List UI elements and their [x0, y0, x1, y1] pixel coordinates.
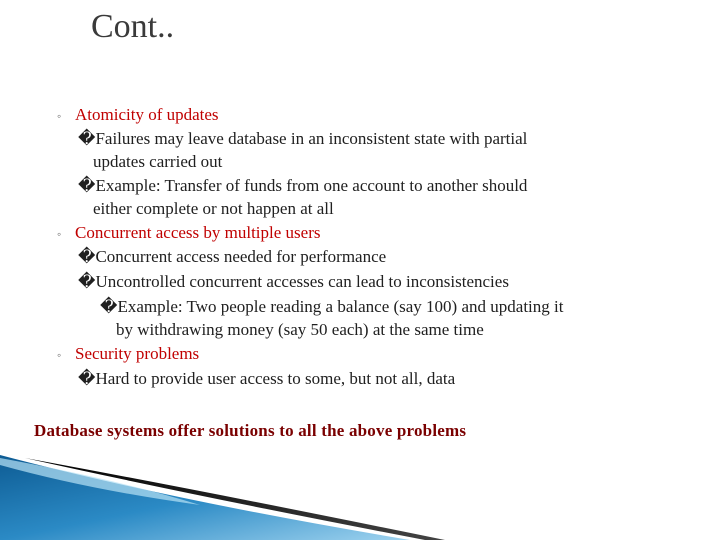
list-item-continuation: by withdrawing money (say 50 each) at the same time: [116, 320, 484, 339]
list-item: �Example: Transfer of funds from one account to another should: [78, 176, 528, 195]
bullet-icon: ◦: [57, 109, 62, 123]
footer-statement: Database systems offer solutions to all the above problems: [34, 421, 467, 440]
missing-glyph-icon: �: [78, 129, 96, 148]
missing-glyph-icon: �: [78, 272, 96, 291]
list-item: �Concurrent access needed for performance: [78, 247, 387, 266]
list-item: �Hard to provide user access to some, but not all, data: [78, 369, 456, 388]
list-item-continuation: either complete or not happen at all: [93, 199, 334, 218]
list-item-continuation: updates carried out: [93, 152, 223, 171]
missing-glyph-icon: �: [100, 297, 118, 316]
missing-glyph-icon: �: [78, 247, 96, 266]
list-item-nested: �Example: Two people reading a balance (say 100) and updating it: [100, 297, 564, 316]
missing-glyph-icon: �: [78, 176, 96, 195]
missing-glyph-icon: �: [78, 369, 96, 388]
heading-concurrent-access: Concurrent access by multiple users: [75, 223, 321, 242]
bullet-icon: ◦: [57, 348, 62, 362]
heading-security: Security problems: [75, 344, 200, 363]
bullet-icon: ◦: [57, 227, 62, 241]
list-item: �Uncontrolled concurrent accesses can lead to inconsistencies: [78, 272, 509, 291]
heading-atomicity: Atomicity of updates: [75, 105, 219, 124]
list-item: �Failures may leave database in an inconsistent state with partial: [78, 129, 528, 148]
slide-title: Cont..: [91, 8, 175, 45]
